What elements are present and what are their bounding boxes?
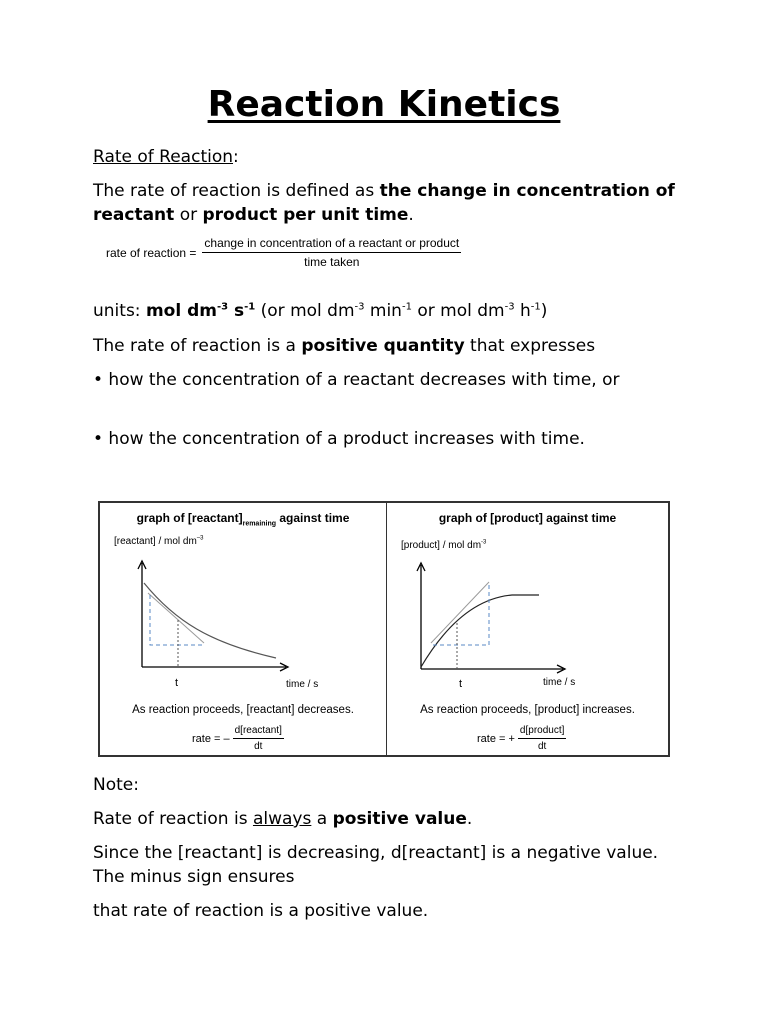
reactant-rate-denominator: dt [254, 741, 263, 752]
units-alt-c: or mol dm [411, 301, 505, 321]
units-alt-d: h [514, 301, 531, 321]
units-main-b: s [228, 301, 245, 321]
reactant-rate-expression [192, 725, 284, 752]
product-caption: As reaction proceeds, [product] increases. [420, 704, 635, 716]
reactant-title-b: against time [276, 511, 350, 525]
note-always-positive [93, 807, 693, 831]
reactant-tangent-line [148, 593, 204, 643]
units-alt-exp1: -3 [354, 301, 365, 313]
product-dashed-triangle [433, 583, 489, 645]
units-alt-a: (or mol dm [255, 301, 355, 321]
rate-formula [106, 236, 461, 269]
reactant-caption: As reaction proceeds, [reactant] decreases. [132, 704, 354, 716]
units-line [93, 299, 693, 323]
section-heading-text: Rate of Reaction [93, 147, 234, 167]
product-rate-fraction [518, 725, 566, 752]
reactant-y-label-text: [reactant] / mol dm [114, 536, 197, 547]
product-graph-panel [387, 503, 668, 755]
product-y-label-exp: -3 [481, 539, 487, 546]
product-growth-curve [421, 595, 539, 667]
positive-quantity-paragraph [93, 334, 693, 358]
graphs-figure [98, 501, 670, 757]
note-text-2: a [311, 809, 333, 829]
reactant-x-label: time / s [286, 679, 319, 690]
units-alt-exp2: -1 [401, 301, 412, 313]
product-tangent-line [431, 582, 489, 643]
page-title: Reaction Kinetics [207, 84, 561, 125]
positive-bold: positive quantity [301, 336, 465, 356]
product-t-label: t [459, 678, 463, 690]
reactant-graph-panel [100, 503, 387, 755]
definition-bold-2: product per unit time [202, 205, 409, 225]
definition-paragraph [93, 179, 693, 227]
definition-text-2: or [174, 205, 203, 225]
note-underline: always [252, 809, 312, 829]
product-rate-denominator: dt [537, 741, 547, 752]
reactant-title-sub: remaining [242, 520, 277, 528]
units-alt-exp3: -3 [504, 301, 515, 313]
note-label: Note: [93, 775, 139, 795]
units-main-exp2: -1 [244, 301, 256, 313]
product-rate-lhs: rate = + [477, 732, 515, 745]
product-x-label: time / s [543, 677, 576, 688]
definition-bold-1: the change in concentration of reactant [93, 181, 675, 225]
positive-text-2: that expresses [464, 336, 596, 356]
reactant-graph-svg [100, 503, 386, 703]
formula-fraction [202, 236, 461, 269]
product-y-label-text: [product] / mol dm [401, 540, 482, 551]
units-alt-b: min [364, 301, 402, 321]
product-graph-svg [387, 503, 668, 703]
reactant-t-label: t [175, 677, 179, 689]
reactant-title-a: graph of [reactant] [136, 511, 243, 525]
note-text-1: Rate of reaction is [93, 809, 253, 829]
product-rate-expression [477, 725, 566, 752]
definition-text-3: . [408, 205, 414, 225]
reactant-rate-lhs: rate = – [192, 732, 230, 745]
positive-text-1: The rate of reaction is a [93, 336, 302, 356]
units-main-a: mol dm [145, 301, 217, 321]
formula-denominator: time taken [304, 255, 360, 269]
note-minus-sign: Since the [reactant] is decreasing, d[reactant] is a negative value. The minus sign ensures [93, 843, 659, 887]
units-label: units: [93, 301, 146, 321]
units-alt-e: ) [540, 301, 548, 321]
units-main-exp1: -3 [216, 301, 229, 313]
formula-lhs: rate of reaction = [106, 245, 197, 260]
product-graph-title: graph of [product] against time [438, 511, 617, 525]
product-rate-numerator: d[product] [518, 725, 566, 739]
reactant-y-label-exp: –3 [196, 535, 204, 542]
bullet-reactant: • how the concentration of a reactant decreases with time, or [93, 370, 620, 390]
definition-text-1: The rate of reaction is defined as [93, 181, 380, 201]
reactant-rate-numerator: d[reactant] [233, 725, 284, 739]
bullet-product: • how the concentration of a product increases with time. [93, 429, 585, 449]
units-main [146, 301, 255, 321]
reactant-rate-fraction [233, 725, 284, 752]
section-heading-colon: : [233, 147, 239, 167]
formula-numerator: change in concentration of a reactant or product [202, 236, 461, 253]
section-heading [93, 145, 693, 169]
reactant-decay-curve [144, 583, 276, 658]
units-alt-exp4: -1 [530, 301, 541, 313]
note-conclusion: that rate of reaction is a positive value. [93, 901, 429, 921]
note-bold: positive value [332, 809, 467, 829]
note-text-3: . [466, 809, 473, 829]
